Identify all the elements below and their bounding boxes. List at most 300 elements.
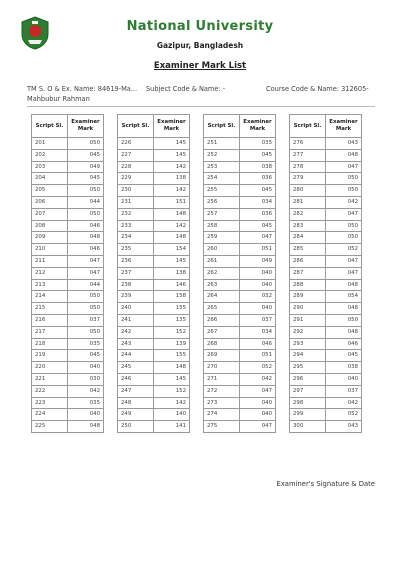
examiner-mark-cell: 046 (68, 220, 104, 232)
script-sl-cell: 254 (204, 173, 240, 185)
examiner-mark-cell: 145 (154, 138, 190, 150)
table-row (32, 291, 104, 303)
script-sl-cell: 237 (118, 267, 154, 279)
examiner-mark-cell: 040 (240, 279, 276, 291)
examiner-mark-header: Examiner Mark (154, 115, 190, 138)
table-row (118, 314, 190, 326)
examiner-mark-cell: 035 (68, 397, 104, 409)
script-sl-cell: 278 (290, 161, 326, 173)
examiner-mark-cell: 047 (326, 208, 362, 220)
script-sl-cell: 281 (290, 196, 326, 208)
table-row (290, 314, 362, 326)
table-row (290, 373, 362, 385)
script-sl-cell: 257 (204, 208, 240, 220)
examiner-mark-cell: 045 (240, 220, 276, 232)
script-sl-cell: 214 (32, 291, 68, 303)
table-row (290, 149, 362, 161)
examiner-mark-cell: 135 (154, 314, 190, 326)
table-row (290, 421, 362, 433)
table-row (204, 244, 276, 256)
table-row (204, 267, 276, 279)
examiner-mark-cell: 042 (240, 373, 276, 385)
script-sl-cell: 230 (118, 185, 154, 197)
table-row (32, 397, 104, 409)
table-row (32, 421, 104, 433)
table-row (204, 208, 276, 220)
examiner-mark-cell: 047 (68, 255, 104, 267)
script-sl-cell: 252 (204, 149, 240, 161)
examiner-mark-cell: 145 (154, 149, 190, 161)
examiner-mark-cell: 030 (68, 373, 104, 385)
script-sl-cell: 260 (204, 244, 240, 256)
script-sl-cell: 235 (118, 244, 154, 256)
script-sl-header: Script Sl. (32, 115, 68, 138)
table-row (118, 220, 190, 232)
script-sl-cell: 236 (118, 255, 154, 267)
examiner-mark-cell: 050 (68, 138, 104, 150)
script-sl-cell: 295 (290, 362, 326, 374)
script-sl-cell: 280 (290, 185, 326, 197)
examiner-mark-cell: 040 (68, 362, 104, 374)
table-row (290, 409, 362, 421)
examiner-mark-cell: 051 (240, 350, 276, 362)
examiner-mark-cell: 040 (326, 373, 362, 385)
script-sl-cell: 207 (32, 208, 68, 220)
examiner-mark-cell: 142 (154, 185, 190, 197)
script-sl-cell: 270 (204, 362, 240, 374)
examiner-mark-header: Examiner Mark (326, 115, 362, 138)
table-row (290, 185, 362, 197)
examiner-mark-cell: 049 (68, 161, 104, 173)
table-row (204, 350, 276, 362)
script-sl-cell: 229 (118, 173, 154, 185)
table-row (290, 173, 362, 185)
script-sl-cell: 297 (290, 385, 326, 397)
script-sl-cell: 255 (204, 185, 240, 197)
examiner-mark-cell: 045 (240, 185, 276, 197)
examiner-mark-cell: 048 (326, 303, 362, 315)
table-row (32, 149, 104, 161)
examiner-mark-cell: 049 (240, 255, 276, 267)
examiner-mark-cell: 050 (326, 173, 362, 185)
table-row (118, 350, 190, 362)
table-row (290, 397, 362, 409)
examiner-mark-cell: 045 (326, 350, 362, 362)
examiner-mark-cell: 047 (240, 421, 276, 433)
script-sl-cell: 219 (32, 350, 68, 362)
script-sl-header: Script Sl. (290, 115, 326, 138)
examiner-mark-cell: 052 (326, 409, 362, 421)
examiner-mark-cell: 154 (154, 244, 190, 256)
script-sl-cell: 271 (204, 373, 240, 385)
script-sl-cell: 212 (32, 267, 68, 279)
examiner-mark-cell: 054 (326, 291, 362, 303)
table-row (204, 232, 276, 244)
table-row (32, 350, 104, 362)
course-info: Course Code & Name: 312605- (266, 85, 369, 93)
table-row (204, 373, 276, 385)
table-row (118, 303, 190, 315)
examiner-mark-cell: 045 (240, 149, 276, 161)
table-row (204, 385, 276, 397)
script-sl-cell: 238 (118, 279, 154, 291)
table-row (118, 196, 190, 208)
script-sl-cell: 256 (204, 196, 240, 208)
examiner-mark-cell: 048 (68, 232, 104, 244)
examiner-mark-cell: 052 (240, 362, 276, 374)
script-sl-cell: 263 (204, 279, 240, 291)
table-row (118, 185, 190, 197)
table-row (32, 255, 104, 267)
script-sl-cell: 292 (290, 326, 326, 338)
table-row (32, 373, 104, 385)
script-sl-cell: 289 (290, 291, 326, 303)
script-sl-cell: 234 (118, 232, 154, 244)
examiner-mark-cell: 043 (326, 421, 362, 433)
examiner-mark-cell: 139 (154, 338, 190, 350)
mark-table-3 (203, 114, 276, 433)
table-row (32, 161, 104, 173)
examiner-mark-cell: 042 (326, 397, 362, 409)
script-sl-cell: 250 (118, 421, 154, 433)
script-sl-header: Script Sl. (204, 115, 240, 138)
script-sl-cell: 269 (204, 350, 240, 362)
table-row (204, 409, 276, 421)
examiner-mark-cell: 151 (154, 196, 190, 208)
script-sl-cell: 253 (204, 161, 240, 173)
table-row (204, 149, 276, 161)
script-sl-cell: 244 (118, 350, 154, 362)
script-sl-cell: 290 (290, 303, 326, 315)
table-row (290, 350, 362, 362)
examiner-mark-cell: 138 (154, 173, 190, 185)
table-row (118, 138, 190, 150)
examiner-mark-cell: 050 (68, 185, 104, 197)
examiner-mark-cell: 034 (240, 326, 276, 338)
table-row (204, 255, 276, 267)
table-row (118, 291, 190, 303)
table-row (118, 421, 190, 433)
script-sl-cell: 283 (290, 220, 326, 232)
examiner-mark-cell: 048 (326, 279, 362, 291)
script-sl-cell: 276 (290, 138, 326, 150)
table-row (32, 173, 104, 185)
table-row (290, 161, 362, 173)
script-sl-cell: 247 (118, 385, 154, 397)
examiner-mark-cell: 036 (240, 208, 276, 220)
examiner-mark-cell: 050 (326, 185, 362, 197)
examiner-mark-cell: 145 (154, 255, 190, 267)
script-sl-cell: 227 (118, 149, 154, 161)
script-sl-cell: 241 (118, 314, 154, 326)
examiner-mark-cell: 035 (68, 338, 104, 350)
mark-table-1 (31, 114, 104, 433)
examiner-mark-cell: 155 (154, 303, 190, 315)
examiner-mark-cell: 148 (154, 232, 190, 244)
examiner-mark-cell: 032 (240, 291, 276, 303)
table-row (118, 208, 190, 220)
examiner-mark-cell: 046 (68, 244, 104, 256)
script-sl-cell: 279 (290, 173, 326, 185)
table-row (118, 161, 190, 173)
examiner-mark-cell: 047 (326, 255, 362, 267)
examiner-mark-cell: 045 (68, 350, 104, 362)
script-sl-cell: 240 (118, 303, 154, 315)
script-sl-cell: 222 (32, 385, 68, 397)
script-sl-cell: 293 (290, 338, 326, 350)
table-row (290, 196, 362, 208)
table-row (118, 232, 190, 244)
table-row (118, 173, 190, 185)
script-sl-cell: 245 (118, 362, 154, 374)
table-row (290, 208, 362, 220)
script-sl-cell: 299 (290, 409, 326, 421)
examiner-info: TM S. O & Ex. Name: 84619-Ma... (27, 85, 138, 93)
script-sl-cell: 248 (118, 397, 154, 409)
script-sl-cell: 267 (204, 326, 240, 338)
examiner-mark-cell: 142 (154, 220, 190, 232)
table-row (204, 397, 276, 409)
table-row (290, 385, 362, 397)
script-sl-cell: 288 (290, 279, 326, 291)
examiner-mark-cell: 042 (326, 196, 362, 208)
script-sl-cell: 226 (118, 138, 154, 150)
table-row (290, 338, 362, 350)
script-sl-cell: 224 (32, 409, 68, 421)
examiner-mark-cell: 050 (68, 326, 104, 338)
script-sl-cell: 209 (32, 232, 68, 244)
table-row (204, 185, 276, 197)
table-row (204, 279, 276, 291)
script-sl-cell: 258 (204, 220, 240, 232)
script-sl-cell: 284 (290, 232, 326, 244)
script-sl-cell: 275 (204, 421, 240, 433)
examiner-mark-cell: 043 (326, 138, 362, 150)
examiner-mark-cell: 036 (240, 173, 276, 185)
mark-table-2 (117, 114, 190, 433)
table-row (204, 362, 276, 374)
examiner-mark-cell: 040 (68, 409, 104, 421)
mark-table-4 (289, 114, 362, 433)
table-row (32, 138, 104, 150)
examiner-mark-cell: 148 (154, 362, 190, 374)
script-sl-cell: 205 (32, 185, 68, 197)
examiner-mark-cell: 045 (68, 173, 104, 185)
table-row (118, 326, 190, 338)
table-row (204, 303, 276, 315)
examiner-mark-cell: 034 (240, 196, 276, 208)
table-row (118, 362, 190, 374)
table-row (118, 373, 190, 385)
script-sl-cell: 220 (32, 362, 68, 374)
script-sl-cell: 286 (290, 255, 326, 267)
script-sl-cell: 264 (204, 291, 240, 303)
script-sl-cell: 202 (32, 149, 68, 161)
examiner-mark-cell: 038 (240, 161, 276, 173)
table-row (32, 314, 104, 326)
script-sl-cell: 287 (290, 267, 326, 279)
table-row (32, 185, 104, 197)
script-sl-cell: 203 (32, 161, 68, 173)
script-sl-cell: 242 (118, 326, 154, 338)
table-row (32, 326, 104, 338)
table-row (290, 279, 362, 291)
table-row (32, 279, 104, 291)
table-row (118, 244, 190, 256)
table-row (204, 220, 276, 232)
script-sl-cell: 246 (118, 373, 154, 385)
script-sl-cell: 251 (204, 138, 240, 150)
examiner-mark-cell: 042 (68, 385, 104, 397)
subject-info: Subject Code & Name: - (146, 85, 226, 93)
script-sl-cell: 285 (290, 244, 326, 256)
script-sl-cell: 217 (32, 326, 68, 338)
script-sl-cell: 208 (32, 220, 68, 232)
table-row (32, 196, 104, 208)
examiner-mark-cell: 047 (68, 267, 104, 279)
examiner-mark-cell: 050 (326, 314, 362, 326)
examiner-mark-cell: 038 (326, 362, 362, 374)
table-row (32, 220, 104, 232)
table-row (204, 314, 276, 326)
table-row (204, 291, 276, 303)
table-row (204, 173, 276, 185)
divider (27, 106, 375, 107)
table-row (118, 385, 190, 397)
table-row (118, 409, 190, 421)
table-row (204, 338, 276, 350)
script-sl-cell: 201 (32, 138, 68, 150)
script-sl-cell: 282 (290, 208, 326, 220)
table-row (290, 291, 362, 303)
table-row (118, 255, 190, 267)
table-row (32, 303, 104, 315)
table-row (204, 421, 276, 433)
examiner-mark-cell: 037 (68, 314, 104, 326)
script-sl-cell: 259 (204, 232, 240, 244)
examiner-mark-cell: 148 (154, 208, 190, 220)
table-row (204, 161, 276, 173)
script-sl-cell: 225 (32, 421, 68, 433)
university-name: National University (126, 19, 274, 34)
table-header-row (290, 115, 362, 138)
examiner-mark-cell: 050 (326, 220, 362, 232)
script-sl-cell: 273 (204, 397, 240, 409)
script-sl-cell: 216 (32, 314, 68, 326)
script-sl-cell: 228 (118, 161, 154, 173)
table-header-row (118, 115, 190, 138)
examiner-mark-cell: 037 (240, 314, 276, 326)
examiner-mark-cell: 047 (326, 161, 362, 173)
script-sl-cell: 265 (204, 303, 240, 315)
table-row (290, 303, 362, 315)
table-row (118, 267, 190, 279)
script-sl-cell: 206 (32, 196, 68, 208)
script-sl-cell: 249 (118, 409, 154, 421)
examiner-mark-cell: 155 (154, 350, 190, 362)
examiner-mark-cell: 040 (240, 397, 276, 409)
examiner-mark-cell: 050 (326, 232, 362, 244)
table-row (204, 196, 276, 208)
examiner-mark-cell: 158 (154, 291, 190, 303)
table-row (32, 232, 104, 244)
script-sl-cell: 215 (32, 303, 68, 315)
examiner-mark-cell: 142 (154, 397, 190, 409)
script-sl-cell: 243 (118, 338, 154, 350)
script-sl-cell: 232 (118, 208, 154, 220)
examiner-mark-cell: 044 (68, 279, 104, 291)
table-header-row (204, 115, 276, 138)
script-sl-cell: 300 (290, 421, 326, 433)
script-sl-cell: 261 (204, 255, 240, 267)
examiner-mark-cell: 138 (154, 267, 190, 279)
examiner-mark-cell: 142 (154, 161, 190, 173)
script-sl-cell: 277 (290, 149, 326, 161)
table-row (290, 138, 362, 150)
examiner-signature-label: Examiner's Signature & Date (276, 480, 375, 488)
examiner-mark-cell: 047 (240, 232, 276, 244)
script-sl-cell: 210 (32, 244, 68, 256)
examiner-mark-cell: 048 (68, 421, 104, 433)
examiner-mark-cell: 145 (154, 373, 190, 385)
examiner-mark-cell: 040 (240, 267, 276, 279)
table-row (290, 362, 362, 374)
examiner-mark-cell: 152 (154, 326, 190, 338)
script-sl-cell: 291 (290, 314, 326, 326)
examiner-mark-cell: 048 (326, 149, 362, 161)
examiner-mark-cell: 046 (240, 338, 276, 350)
examiner-mark-cell: 037 (326, 385, 362, 397)
examiner-mark-cell: 046 (326, 338, 362, 350)
examiner-mark-cell: 051 (240, 244, 276, 256)
examiner-mark-cell: 048 (326, 326, 362, 338)
script-sl-cell: 296 (290, 373, 326, 385)
table-row (32, 244, 104, 256)
table-row (32, 362, 104, 374)
table-header-row (32, 115, 104, 138)
script-sl-cell: 233 (118, 220, 154, 232)
table-row (32, 385, 104, 397)
table-row (290, 244, 362, 256)
table-row (290, 232, 362, 244)
script-sl-header: Script Sl. (118, 115, 154, 138)
script-sl-cell: 223 (32, 397, 68, 409)
table-row (118, 338, 190, 350)
examiner-mark-cell: 040 (240, 409, 276, 421)
examiner-mark-cell: 047 (326, 267, 362, 279)
table-row (204, 326, 276, 338)
script-sl-cell: 298 (290, 397, 326, 409)
table-row (32, 267, 104, 279)
examiner-mark-header: Examiner Mark (240, 115, 276, 138)
examiner-mark-cell: 052 (326, 244, 362, 256)
script-sl-cell: 231 (118, 196, 154, 208)
script-sl-cell: 294 (290, 350, 326, 362)
examiner-mark-cell: 045 (68, 149, 104, 161)
script-sl-cell: 221 (32, 373, 68, 385)
examiner-mark-cell: 141 (154, 421, 190, 433)
examiner-mark-cell: 035 (240, 138, 276, 150)
examiner-mark-cell: 050 (68, 291, 104, 303)
examiner-mark-cell: 050 (68, 303, 104, 315)
table-row (32, 409, 104, 421)
university-location: Gazipur, Bangladesh (156, 41, 244, 50)
table-row (118, 279, 190, 291)
examiner-name: Mahbubur Rahman (27, 95, 90, 103)
script-sl-cell: 213 (32, 279, 68, 291)
script-sl-cell: 204 (32, 173, 68, 185)
examiner-mark-cell: 152 (154, 385, 190, 397)
